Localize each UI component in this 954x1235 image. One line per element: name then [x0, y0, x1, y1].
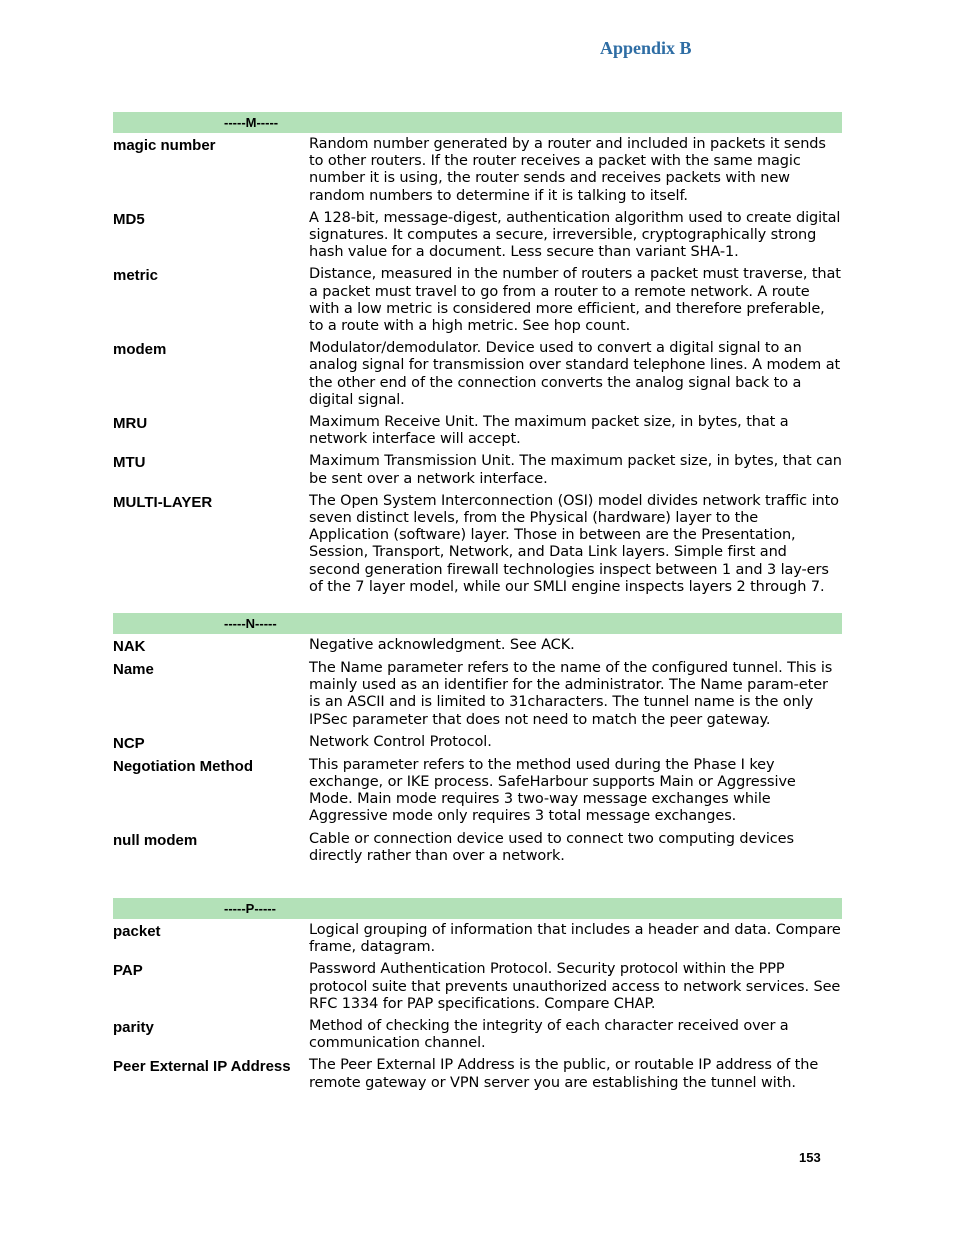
glossary-term: null modem — [113, 831, 198, 849]
glossary-term: parity — [113, 1019, 154, 1037]
section-header: -----M----- — [113, 112, 842, 133]
glossary-definition: This parameter refers to the method used during the Phase I key exchange, or IKE process. SafeHarbour supports Main or Aggressive Mode. Main mode requires 3 two-way message exchanges while Aggressive mode only requires 3 total message exchanges. — [309, 756, 796, 825]
glossary-term: MTU — [113, 454, 146, 472]
glossary-term: modem — [113, 341, 167, 359]
glossary-term: magic number — [113, 137, 216, 154]
glossary-definition: The Open System Interconnection (OSI) model divides network traffic into seven distinct levels, from the Physical (hardware) layer to the Application (software) layer. Those in between are the Presentation, Session, Transport, Network, and Data Link layers. Simple first and second generation firewall technologies inspect between 1 and 3 lay-ers of the 7 layer model, while our SMLI engine inspects layers 2 through 7. — [309, 492, 839, 595]
glossary-definition: Distance, measured in the number of routers a packet must traverse, that a packet must travel to go from a router to a remote network. A route with a low metric is considered more efficient, and therefore preferable, to a route with a high metric. See hop count. — [309, 266, 841, 335]
glossary-entry — [113, 340, 842, 409]
glossary-term: MD5 — [113, 210, 145, 228]
glossary-term: Name — [113, 661, 154, 678]
page-number: 153 — [799, 1150, 821, 1165]
glossary-section-n — [113, 613, 842, 865]
glossary-entry — [113, 961, 842, 1013]
glossary-entry — [113, 453, 842, 487]
glossary-term: MULTI-LAYER — [113, 493, 213, 511]
glossary-entry — [113, 922, 842, 956]
glossary-term: Negotiation Method — [113, 757, 253, 775]
glossary-definition: Negative acknowledgment. See ACK. — [309, 637, 575, 653]
glossary-section-p — [113, 898, 842, 1092]
glossary-definition: Network Control Protocol. — [309, 733, 492, 750]
glossary-entry — [113, 1057, 842, 1091]
glossary-term: NCP — [113, 734, 145, 752]
glossary-entry — [113, 136, 842, 205]
glossary-entry — [113, 266, 842, 335]
glossary-term: NAK — [113, 638, 146, 655]
glossary-definition: A 128-bit, message-digest, authentication algorithm used to create digital signatures. It computes a secure, irreversible, cryptographically strong hash value for a document. Less secure than variant SHA-1. — [309, 209, 841, 261]
glossary-entry — [113, 1018, 842, 1052]
glossary-definition: Cable or connection device used to connect two computing devices directly rather than over a network. — [309, 830, 794, 864]
glossary-definition: The Name parameter refers to the name of the configured tunnel. This is mainly used as an identifier for the administrator. The Name param-eter is an ASCII and is limited to 31characters. The tunnel name is the only IPSec parameter that does not need to match the peer gateway. — [309, 660, 833, 728]
glossary-section-m — [113, 112, 842, 596]
glossary-entry — [113, 637, 842, 655]
glossary-definition: Modulator/demodulator. Device used to convert a digital signal to an analog signal for transmission over standard telephone lines. A modem at the other end of the connection converts the analog signal back to a digital signal. — [309, 340, 841, 408]
glossary-definition: The Peer External IP Address is the public, or routable IP address of the remote gateway or VPN server you are establishing the tunnel with. — [309, 1057, 819, 1091]
glossary-definition: Maximum Receive Unit. The maximum packet size, in bytes, that a network interface will accept. — [309, 414, 789, 448]
glossary-entry — [113, 757, 842, 826]
glossary-entry — [113, 660, 842, 729]
glossary-definition: Random number generated by a router and included in packets it sends to other routers. If the router receives a packet with the same magic number it is using, the router sends and receives packets with new random numbers to determine if it is talking to itself. — [309, 136, 826, 204]
glossary-term: metric — [113, 267, 159, 285]
glossary-term: Peer External IP Address — [113, 1058, 291, 1076]
glossary-entry — [113, 734, 842, 752]
page-header-title: Appendix B — [600, 38, 692, 58]
section-header: -----P----- — [113, 898, 842, 919]
glossary-entry — [113, 493, 842, 596]
glossary-definition: Method of checking the integrity of each character received over a communication channel. — [309, 1018, 789, 1052]
glossary-definition: Password Authentication Protocol. Security protocol within the PPP protocol suite that prevents unauthorized access to network services. See RFC 1334 for PAP specifications. Compare CHAP. — [309, 961, 841, 1012]
glossary-definition: Maximum Transmission Unit. The maximum packet size, in bytes, that can be sent over a network interface. — [309, 453, 842, 487]
glossary-entry — [113, 414, 842, 448]
glossary-term: PAP — [113, 962, 143, 980]
glossary-entry — [113, 210, 842, 262]
glossary-definition: Logical grouping of information that includes a header and data. Compare frame, datagram. — [309, 922, 841, 956]
glossary-term: MRU — [113, 415, 148, 433]
section-header: -----N----- — [113, 613, 842, 634]
glossary-entry — [113, 831, 842, 865]
glossary-term: packet — [113, 923, 161, 940]
